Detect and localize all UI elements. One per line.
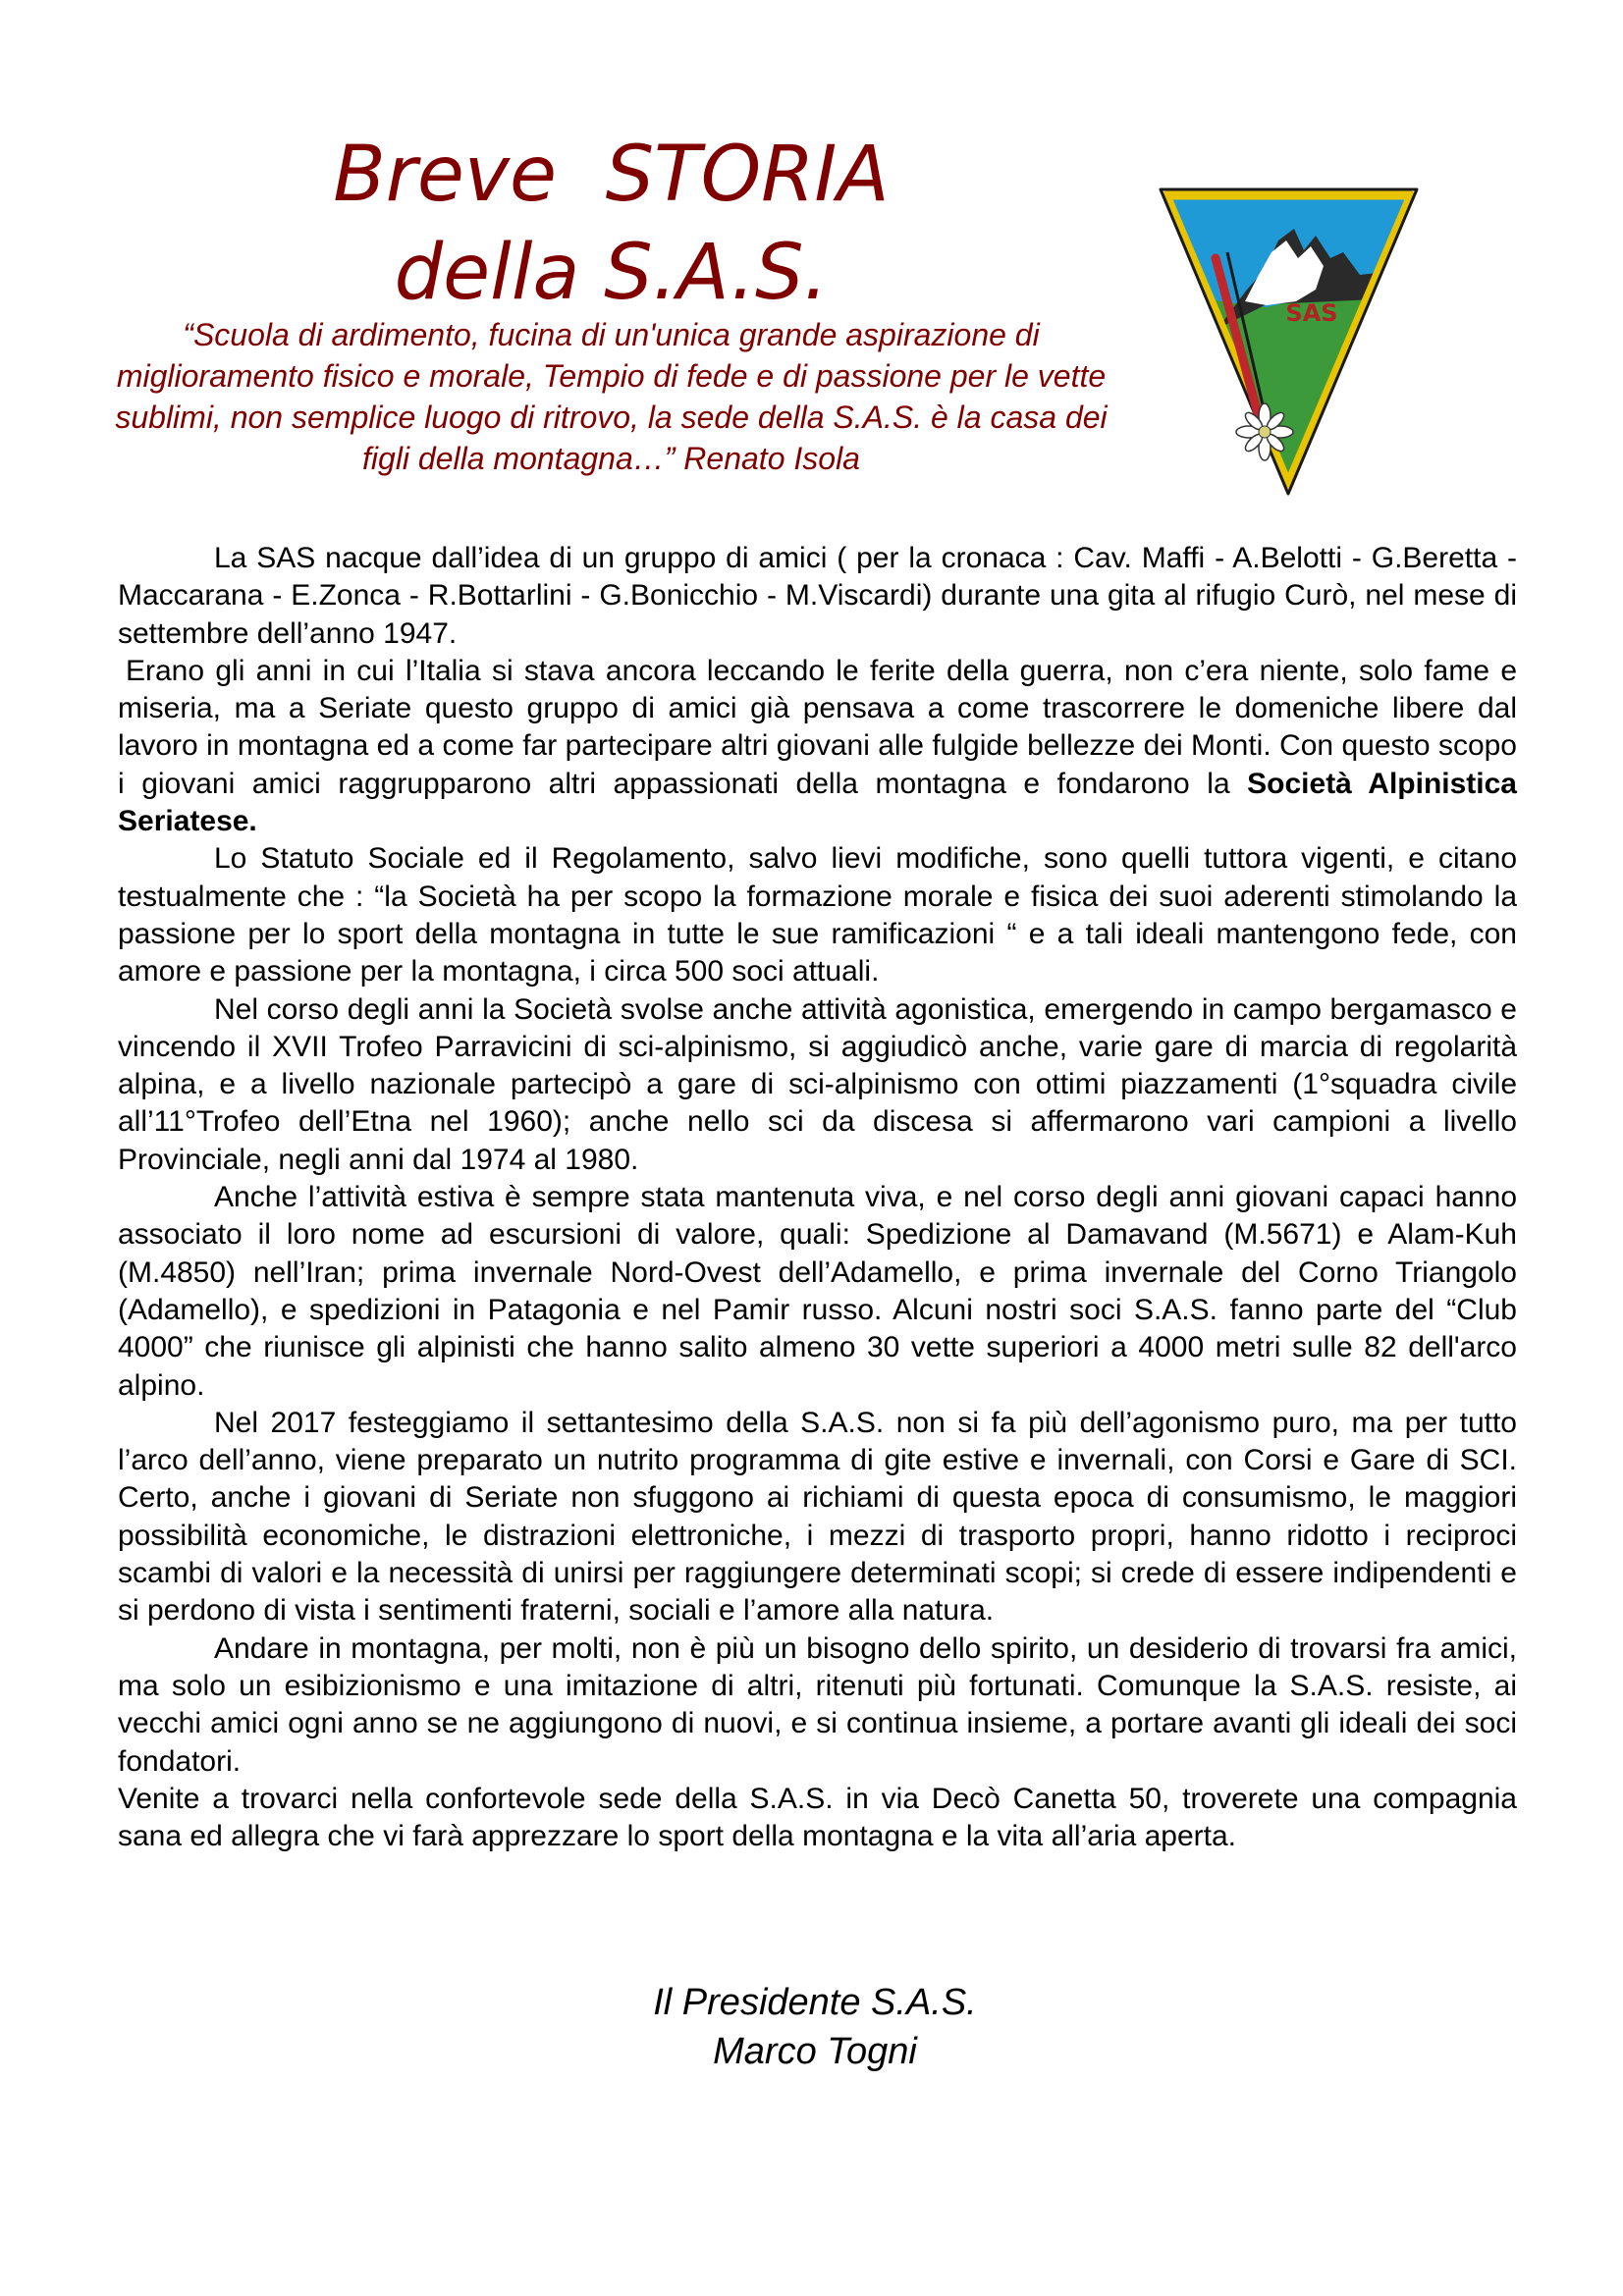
paragraph-2-text: Erano gli anni in cui l’Italia si stava ancora leccando le ferite della guerra, non c’era niente, solo fame e miseria, ma a Seriate questo gruppo di amici già pensava a come trascorrere le domeniche libere dal lavoro in montagna ed a come far partecipare altri giovani alle fulgide bellezze dei Monti. Con questo scopo i giovani amici raggrupparono altri appassionati della montagna e fondarono la [118, 654, 1517, 800]
paragraph-7: Andare in montagna, per molti, non è più un bisogno dello spirito, un desiderio di trovarsi fra amici, ma solo un esibizionismo e una imitazione di altri, ritenuti più fortunati. Comunque la S.A.S. resiste, ai vecchi amici ogni anno se ne aggiungono di nuovi, e si continua insieme, a portare avanti gli ideali dei soci fondatori. [118, 1631, 1517, 1778]
paragraph-8: Venite a trovarci nella confortevole sede della S.A.S. in via Decò Canetta 50, troverete una compagnia sana ed allegra che vi farà apprezzare lo sport della montagna e la vita all’aria aperta. [118, 1782, 1517, 1853]
sas-logo [1149, 182, 1429, 506]
epigraph-quote: “Scuola di ardimento, fucina di un'unica grande aspirazione di miglioramento fisico e morale, Tempio di fede e di passione per le vette sublimi, non semplice luogo di ritrovo, la sede della S.A.S. è la casa dei figli della montagna…” Renato Isola [115, 317, 1108, 476]
paragraph-5: Anche l’attività estiva è sempre stata mantenuta viva, e nel corso degli anni giovani capaci hanno associato il loro nome ad escursioni di valore, quali: Spedizione al Damavand (M.5671) e Alam-Kuh (M.4850) nell’Iran; prima invernale Nord-Ovest dell’Adamello, e prima invernale del Corno Triangolo (Adamello), e spedizioni in Patagonia e nel Pamir russo. Alcuni nostri soci S.A.S. fanno parte del “Club 4000” che riunisce gli alpinisti che hanno salito almeno 30 vette superiori a 4000 metri sulle 82 dell'arco alpino. [118, 1181, 1517, 1402]
signature-role: Il Presidente S.A.S. [653, 1982, 977, 2023]
history-body [118, 540, 1517, 1855]
signature-name: Marco Togni [713, 2031, 917, 2072]
paragraph-6: Nel 2017 festeggiamo il settantesimo della S.A.S. non si fa più dell’agonismo puro, ma per tutto l’arco dell’anno, viene preparato un nutrito programma di gite estive e invernali, con Corsi e Gare di SCI. Certo, anche i giovani di Seriate non sfuggono ai richiami di questa epoca di consumismo, le maggiori possibilità economiche, le distrazioni elettroniche, i mezzi di trasporto propri, hanno ridotto i reciproci scambi di valori e la necessità di unirsi per raggiungere determinati scopi; si crede di essere indipendenti e si perdono di vista i sentimenti fraterni, sociali e l’amore alla natura. [118, 1406, 1517, 1628]
page-title [0, 126, 1222, 322]
logo-text: SAS [1285, 299, 1338, 327]
title-line-1: Breve STORIA [333, 131, 890, 219]
paragraph-1: La SAS nacque dall’idea di un gruppo di amici ( per la cronaca : Cav. Maffi - A.Belotti - G.Beretta - Maccarana - E.Zonca - R.Bottarlini - G.Bonicchio - M.Viscardi) durante una gita al rifugio Curò, nel mese di settembre dell’anno 1947. [118, 542, 1517, 650]
title-line-2: della S.A.S. [394, 229, 829, 317]
paragraph-4: Nel corso degli anni la Società svolse anche attività agonistica, emergendo in campo bergamasco e vincendo il XVII Trofeo Parravicini di sci-alpinismo, si aggiudicò anche, varie gare di marcia di regolarità alpina, e a livello nazionale partecipò a gare di sci-alpinismo con ottimi piazzamenti (1°squadra civile all’11°Trofeo dell’Etna nel 1960); anche nello sci da discesa si affermarono vari campioni a livello Provinciale, negli anni dal 1974 al 1980. [118, 992, 1517, 1176]
society-name: Società Alpinistica Seriatese. [118, 767, 1517, 838]
signature [550, 1978, 1080, 2076]
paragraph-2 [118, 653, 1517, 840]
paragraph-3: Lo Statuto Sociale ed il Regolamento, salvo lievi modifiche, sono quelli tuttora vigenti, e citano testualmente che : “la Società ha per scopo la formazione morale e fisica dei suoi aderenti stimolando la passione per lo sport della montagna in tutte le sue ramificazioni “ e a tali ideali mantengono fede, con amore e passione per la montagna, i circa 500 soci attuali. [118, 842, 1517, 988]
